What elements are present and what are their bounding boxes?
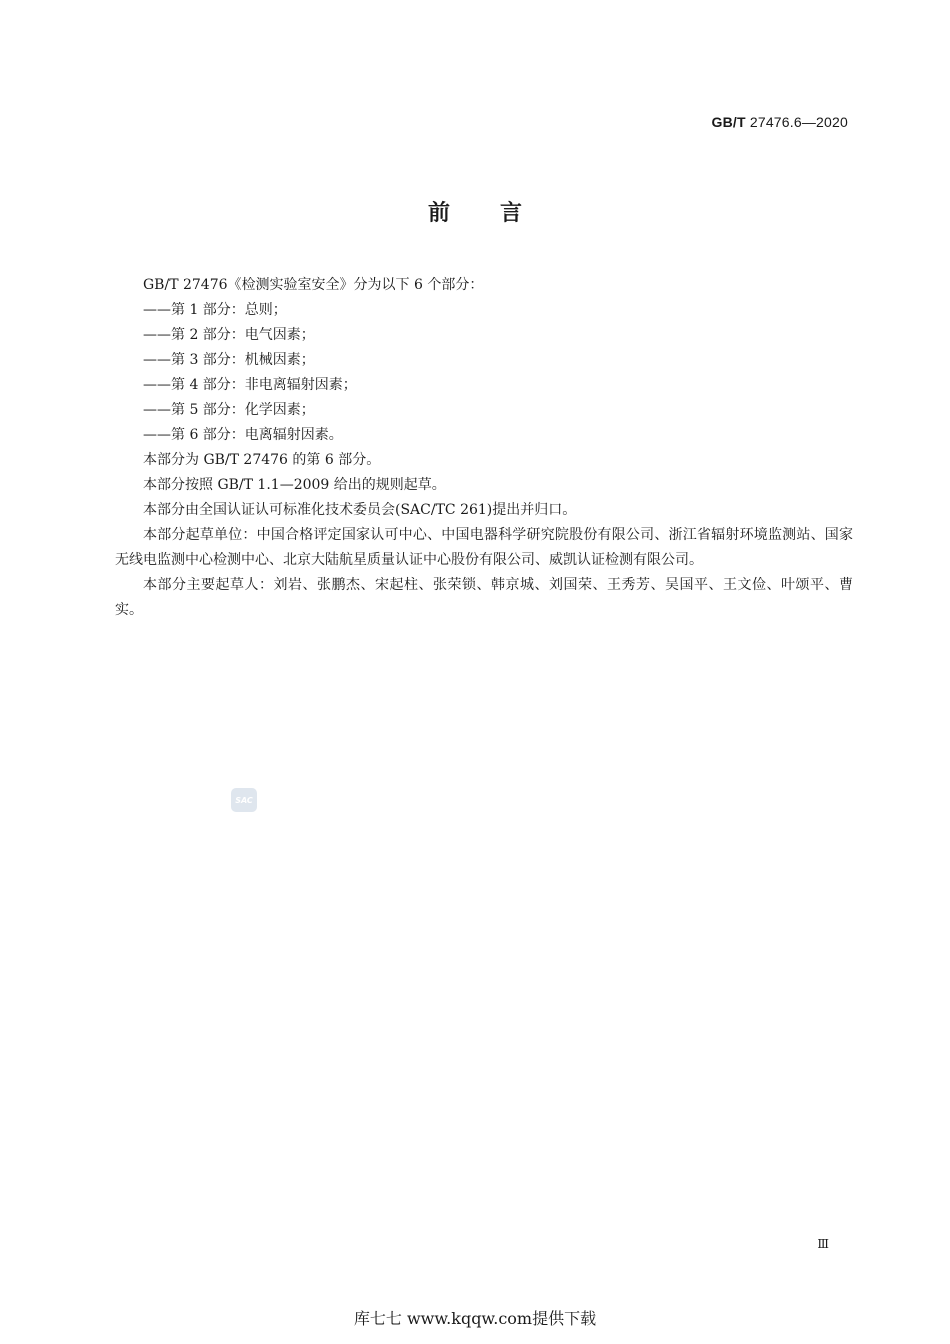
footer-download-note: 库七七 www.kqqw.com提供下载 [353,1309,597,1328]
page-number: Ⅲ [817,1237,829,1251]
page-title [0,196,950,227]
title-char-1: 前 [427,201,450,226]
paragraph: ——第 4 部分：非电离辐射因素； [143,377,357,393]
paragraph: ——第 1 部分：总则； [143,302,287,318]
standard-code: 27476.6—2020 [749,114,848,130]
paragraph: ——第 3 部分：机械因素； [143,352,315,368]
sac-watermark-logo [231,788,257,812]
standard-number [712,114,849,130]
paragraph: ——第 2 部分：电气因素； [143,327,315,343]
paragraph: 本部分按照 GB/T 1.1—2009 给出的规则起草。 [143,477,446,493]
standard-prefix: GB/T [711,114,746,130]
paragraph: ——第 5 部分：化学因素； [143,402,315,418]
paragraph: ——第 6 部分：电离辐射因素。 [143,427,343,443]
paragraph: 本部分由全国认证认可标准化技术委员会(SAC/TC 261)提出并归口。 [143,502,577,518]
foreword-body [115,273,853,623]
watermark-text: SAC [235,795,253,805]
paragraph: 本部分为 GB/T 27476 的第 6 部分。 [143,452,381,468]
paragraph: GB/T 27476《检测实验室安全》分为以下 6 个部分： [143,277,484,293]
paragraph: 本部分主要起草人：刘岩、张鹏杰、宋起柱、张荣锁、韩京城、刘国荣、王秀芳、吴国平、王文俭、叶颂平、曹实。 [115,577,853,618]
paragraph: 本部分起草单位：中国合格评定国家认可中心、中国电器科学研究院股份有限公司、浙江省辐射环境监测站、国家无线电监测中心检测中心、北京大陆航星质量认证中心股份有限公司、威凯认证检测有限公司。 [115,527,853,568]
title-char-2: 言 [500,201,523,226]
